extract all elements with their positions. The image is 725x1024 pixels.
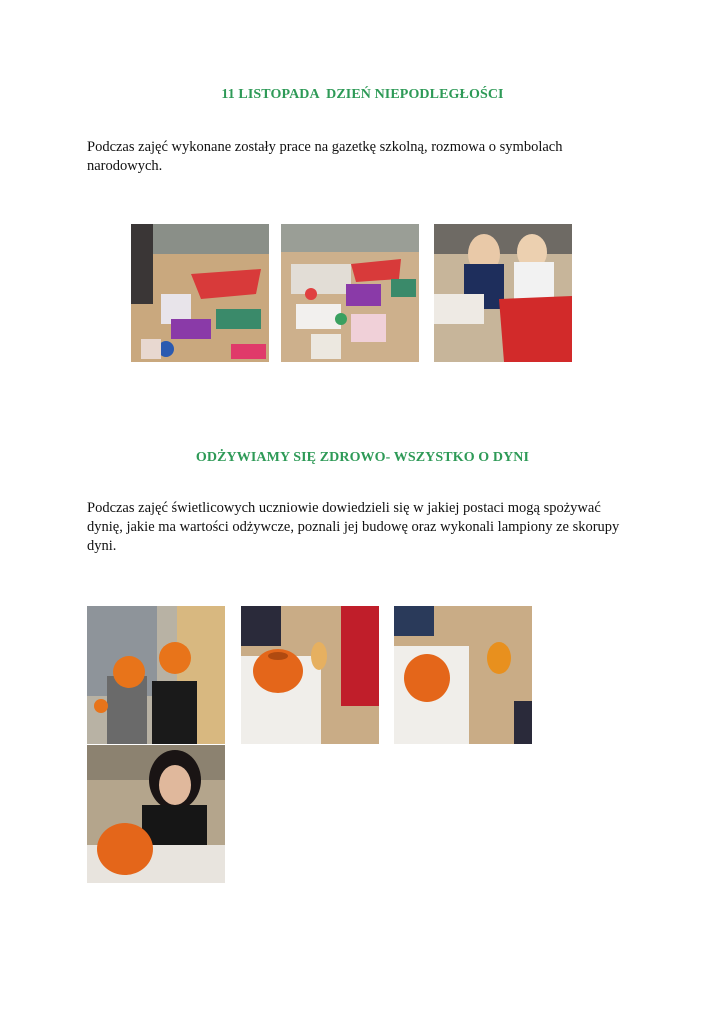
photo-children-red-flag: [434, 224, 572, 362]
photo-girl-carving-pumpkin: [87, 745, 225, 883]
photo-children-painting-1: [131, 224, 269, 362]
section-heading-pumpkin: ODŻYWIAMY SIĘ ZDROWO- WSZYSTKO O DYNI: [195, 450, 530, 465]
photo-carving-pumpkin-1: [241, 606, 379, 744]
photo-children-holding-pumpkins: [87, 606, 225, 744]
photo-children-painting-2: [281, 224, 419, 362]
section-paragraph-pumpkin: Podczas zajęć świetlicowych uczniowie dowiedzieli się w jakiej postaci mogą spożywać dynię, jakie ma wartości odżywcze, poznali jej budowę oraz wykonali lampiony ze skorupy dyni.: [87, 500, 620, 554]
section-heading-independence-day: 11 LISTOPADA DZIEŃ NIEPODLEGŁOŚCI: [221, 87, 504, 102]
section-paragraph-independence-day: Podczas zajęć wykonane zostały prace na gazetkę szkolną, rozmowa o symbolach narodowych.: [87, 139, 563, 174]
photo-carving-pumpkin-2: [394, 606, 532, 744]
